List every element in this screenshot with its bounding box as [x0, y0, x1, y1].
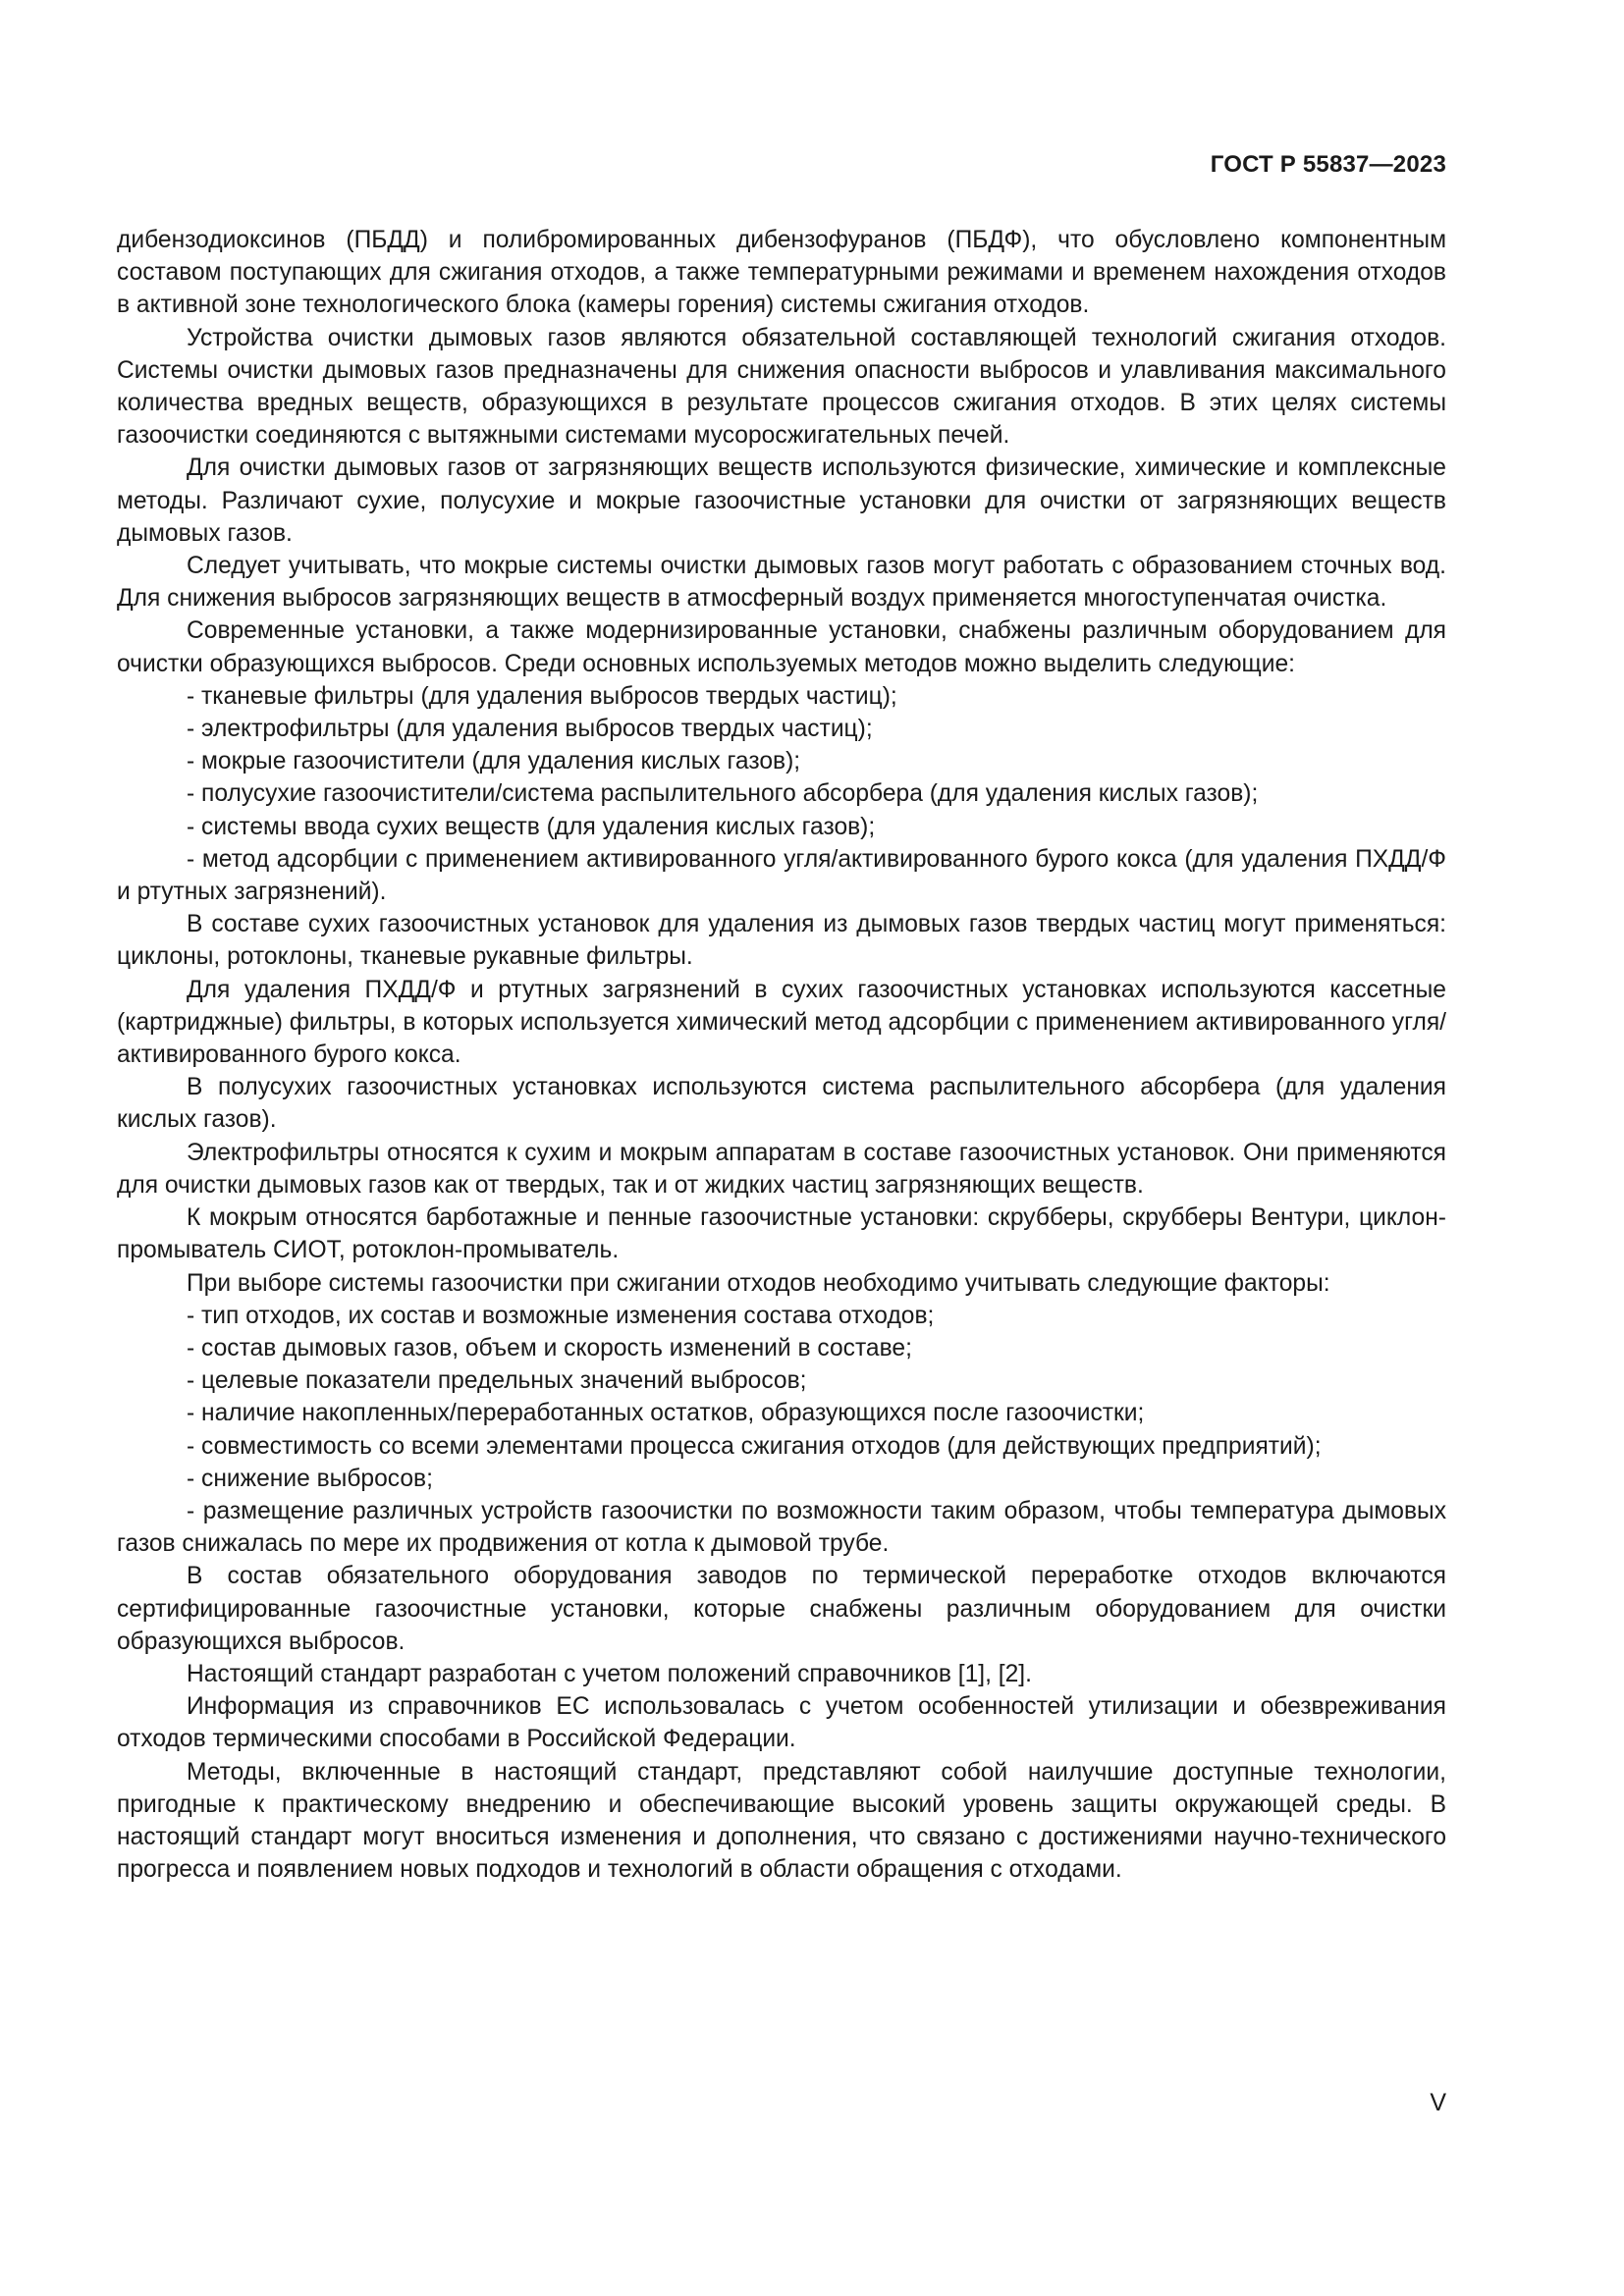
- paragraph: Методы, включенные в настоящий стандарт, представляют собой наилучшие доступные технологии, пригодные к практическому внедрению и обеспечивающие высокий уровень защиты окружающей среды. В настоящий стандарт могут вноситься изменения и дополнения, что связано с достижениями научно-технического прогресса и появлением новых подходов и технологий в области обращения с отходами.: [117, 1758, 1446, 1884]
- paragraph: Современные установки, а также модернизированные установки, снабжены различным оборудованием для очистки образующихся выбросов. Среди основных используемых методов можно выделить следующие:: [117, 617, 1446, 677]
- paragraph: В состав обязательного оборудования заводов по термической переработке отходов включаются сертифицированные газоочистные установки, которые снабжены различным оборудованием для очистки образующихся выбросов.: [117, 1563, 1446, 1655]
- list-item: - системы ввода сухих веществ (для удаления кислых газов);: [187, 813, 876, 840]
- factors-list: [117, 1300, 1446, 1561]
- list-item: - полусухие газоочистители/система распылительного абсорбера (для удаления кислых газов);: [187, 780, 1259, 808]
- paragraph: К мокрым относятся барботажные и пенные газоочистные установки: скрубберы, скрубберы Вентури, циклон-промыватель СИОТ, ротоклон-промыватель.: [117, 1204, 1446, 1264]
- paragraph-continuation: дибензодиоксинов (ПБДД) и полибромированных дибензофуранов (ПБДФ), что обусловлено компонентным составом поступающих для сжигания отходов, а также температурными режимами и временем нахождения отходов в активной зоне технологического блока (камеры горения) системы сжигания отходов.: [117, 227, 1446, 319]
- list-item: - наличие накопленных/переработанных остатков, образующихся после газоочистки;: [187, 1400, 1145, 1427]
- paragraph: Информация из справочников ЕС использовалась с учетом особенностей утилизации и обезвреживания отходов термическими способами в Российской Федерации.: [117, 1693, 1446, 1753]
- list-item: - электрофильтры (для удаления выбросов твердых частиц);: [187, 716, 873, 743]
- paragraph: Устройства очистки дымовых газов являются обязательной составляющей технологий сжигания отходов. Системы очистки дымовых газов предназначены для снижения опасности выбросов и улавливания максимального количества вредных веществ, образующихся в результате процессов сжигания отходов. В этих целях системы газоочистки соединяются с вытяжными системами мусоросжигательных печей.: [117, 324, 1446, 450]
- paragraph: При выборе системы газоочистки при сжигании отходов необходимо учитывать следующие факторы:: [187, 1269, 1330, 1297]
- paragraph: В составе сухих газоочистных установок для удаления из дымовых газов твердых частиц могут применяться: циклоны, ротоклоны, тканевые рукавные фильтры.: [117, 911, 1446, 971]
- document-header-id: ГОСТ Р 55837—2023: [1210, 151, 1446, 178]
- paragraph: Для удаления ПХДД/Ф и ртутных загрязнений в сухих газоочистных установках используются кассетные (картриджные) фильтры, в которых используется химический метод адсорбции с применением активированного угля/активированного бурого кокса.: [117, 976, 1446, 1069]
- paragraph: В полусухих газоочистных установках используются система распылительного абсорбера (для удаления кислых газов).: [117, 1074, 1446, 1134]
- list-item: - мокрые газоочистители (для удаления кислых газов);: [187, 748, 801, 775]
- list-item: - тканевые фильтры (для удаления выбросов твердых частиц);: [187, 682, 897, 710]
- paragraph: Настоящий стандарт разработан с учетом положений справочников [1], [2].: [187, 1660, 1032, 1687]
- list-item: - совместимость со всеми элементами процесса сжигания отходов (для действующих предприятий);: [187, 1432, 1322, 1460]
- list-item: - снижение выбросов;: [187, 1465, 433, 1492]
- page-number: V: [1430, 2089, 1446, 2116]
- list-item: - размещение различных устройств газоочистки по возможности таким образом, чтобы температура дымовых газов снижалась по мере их продвижения от котла к дымовой трубе.: [117, 1497, 1446, 1558]
- list-item: - тип отходов, их состав и возможные изменения состава отходов;: [187, 1302, 935, 1329]
- paragraph: Для очистки дымовых газов от загрязняющих веществ используются физические, химические и комплексные методы. Различают сухие, полусухие и мокрые газоочистные установки для очистки от загрязняющих веществ дымовых газов.: [117, 454, 1446, 547]
- methods-list: [117, 680, 1446, 908]
- paragraph: Электрофильтры относятся к сухим и мокрым аппаратам в составе газоочистных установок. Они применяются для очистки дымовых газов как от твердых, так и от жидких частиц загрязняющих веществ.: [117, 1139, 1446, 1199]
- paragraph: Следует учитывать, что мокрые системы очистки дымовых газов могут работать с образованием сточных вод. Для снижения выбросов загрязняющих веществ в атмосферный воздух применяется многоступенчатая очистка.: [117, 553, 1446, 613]
- list-item: - метод адсорбции с применением активированного угля/активированного бурого кокса (для удаления ПХДД/Ф и ртутных загрязнений).: [117, 845, 1446, 906]
- list-item: - состав дымовых газов, объем и скорость изменений в составе;: [187, 1334, 912, 1362]
- list-item: - целевые показатели предельных значений выбросов;: [187, 1367, 807, 1395]
- document-body: [117, 224, 1446, 1886]
